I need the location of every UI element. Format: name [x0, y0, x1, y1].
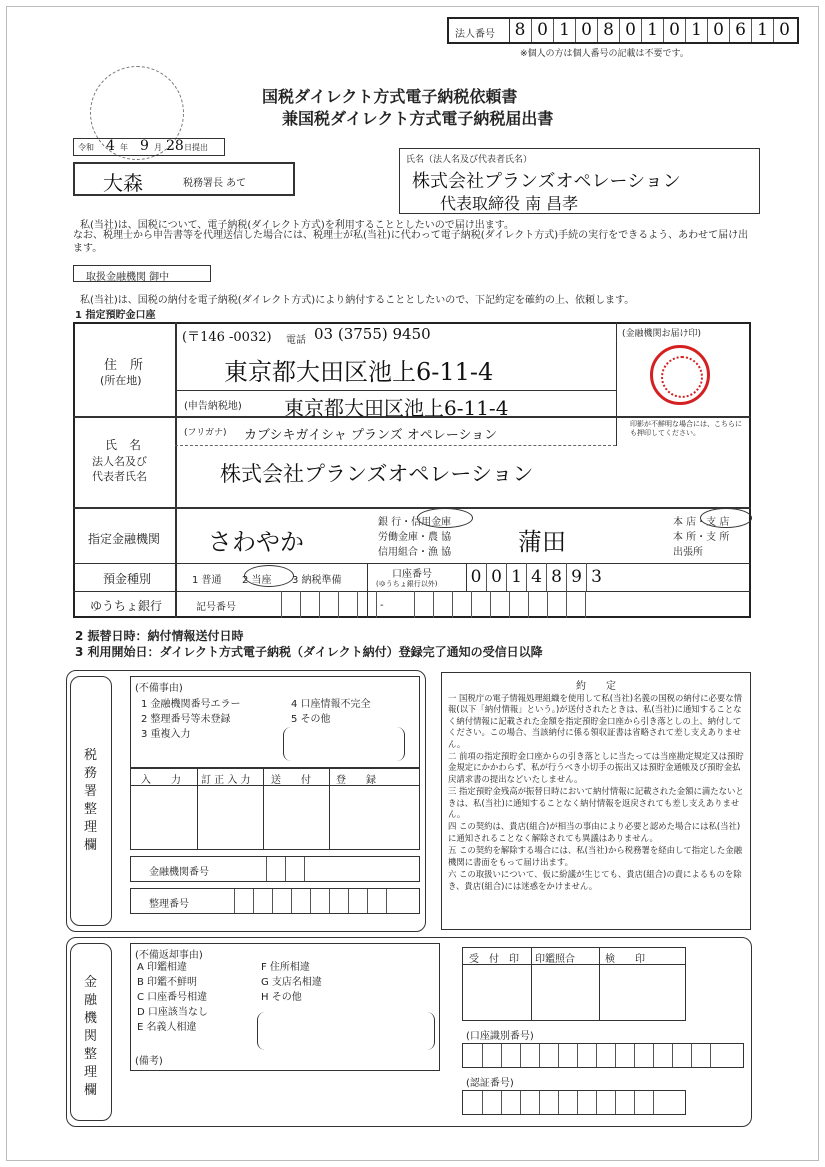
col-receipt-stamp: 受 付 印: [469, 954, 519, 965]
reference-number-box: [130, 888, 420, 914]
address-label2: (所在地): [100, 374, 142, 387]
tax-office-name: 大森: [103, 171, 143, 195]
return-reason: F 住所相違: [261, 962, 310, 973]
defect-reason-5: 5 その他: [291, 714, 331, 725]
credit-union-circle: [417, 508, 473, 528]
digit-cell: 4: [526, 563, 546, 591]
return-title: (不備返却事由): [135, 950, 203, 961]
agreement-item: 六 この取扱いについて、仮に紛議が生じても、貴店(組合)の責によるものを除き、貴店(組合)には迷惑をかけません。: [448, 869, 742, 891]
date-year: 4: [106, 138, 115, 154]
bank-to-label: 取扱金融機関 御中: [86, 272, 170, 283]
bank-types2: 労働金庫・農 協: [378, 532, 452, 543]
branch-type2: 本 所・支 所: [673, 532, 730, 543]
auth-number-label: (認証番号): [466, 1078, 514, 1089]
tax-office-suffix: 税務署長 あて: [183, 178, 247, 189]
digit-cell: 0: [486, 563, 506, 591]
tax-office-side-label-box: [70, 676, 112, 926]
return-reason: B 印鑑不鮮明: [137, 977, 198, 988]
agreement-item: 三 指定預貯金残高が振替日時において納付情報に記載された金額に満たないときは、私(当社)に通知することなく納付情報を返戻されても差し支えありません。: [448, 786, 744, 820]
receipt-stamp-table: [462, 947, 686, 1021]
remarks-label: (備考): [135, 1056, 163, 1067]
agreement-items: [448, 693, 746, 893]
return-reason: A 印鑑相違: [137, 962, 188, 973]
agreement-box: [441, 672, 751, 930]
applicant-box: [399, 148, 760, 214]
agreement-item: 五 この契約を解除する場合には、私(当社)から税務署を経由して指定した金融機関に書面をもって届け出ます。: [448, 845, 742, 867]
digit-cell: 1: [751, 19, 773, 42]
section2-title: 2 振替日時：納付情報送付日時: [75, 629, 244, 643]
col-register: 登 録: [336, 775, 376, 786]
bank-number-label: 金融機関番号: [149, 867, 209, 878]
address-label1: 住 所: [104, 358, 144, 373]
applicant-company: 株式会社プランズオペレーション: [412, 171, 681, 192]
corp-number-box: [447, 17, 799, 44]
month-unit: 月: [154, 143, 162, 152]
return-reason: C 口座番号相違: [137, 992, 208, 1003]
date-month: 9: [140, 138, 149, 154]
return-reason: E 名義人相違: [137, 1022, 197, 1033]
address-zip: (〒146 -0032): [182, 330, 272, 345]
branch-type1: 本 店・支 店: [673, 517, 730, 528]
date-day: 28: [166, 138, 184, 154]
branch-circle: [700, 508, 752, 528]
year-unit: 年: [120, 143, 128, 152]
bank-side-label-box: [70, 943, 112, 1121]
yucho-label: ゆうちょ銀行: [90, 599, 163, 613]
defect-reason-2: 2 整理番号等未登録: [141, 714, 231, 725]
yucho-code-cells: [262, 591, 395, 618]
seal-label: (金融機関お届け印): [622, 329, 702, 339]
era-label: 令和: [78, 143, 94, 152]
tax-office-box: [73, 162, 295, 196]
defect-reason-4: 4 口座情報不完全: [291, 699, 371, 710]
processing-table: [130, 768, 420, 850]
yucho-number-cells: [395, 591, 604, 618]
registered-seal: [650, 345, 710, 405]
corp-number-label: 法人番号: [455, 29, 495, 40]
account-id-label: (口座識別番号): [466, 1031, 534, 1042]
defect-reason-1: 1 金融機関番号エラー: [141, 699, 241, 710]
return-reason: D 口座該当なし: [137, 1007, 208, 1018]
reference-number-label: 整理番号: [149, 899, 189, 910]
day-unit: 日提出: [184, 143, 208, 152]
digit-cell: 6: [729, 19, 751, 42]
agreement-item: 四 この契約は、貴店(組合)が相当の事由により必要と認めた場合には私(当社)に通知されることなく解除されても異議はありません。: [448, 821, 741, 843]
digit-cell: 1: [685, 19, 707, 42]
col-inspection: 検 印: [605, 954, 645, 965]
digit-cell: 3: [586, 563, 606, 591]
furigana-label: (フリガナ): [184, 428, 227, 438]
tax-place-value: 東京都大田区池上6-11-4: [284, 396, 509, 420]
digit-cell: 8: [514, 20, 526, 40]
digit-cell: 0: [575, 19, 597, 42]
institution-label: 指定金融機関: [88, 532, 161, 546]
section3-title: 3 利用開始日：ダイレクト方式電子納税（ダイレクト納付）登録完了通知の受信日以降: [75, 645, 543, 659]
return-reason: H その他: [261, 992, 302, 1003]
digit-cell: 1: [641, 19, 663, 42]
digit-cell: 1: [506, 563, 526, 591]
col-input: 入 力: [141, 775, 181, 786]
intro-line2: なお、税理士から申告書等を代理送信した場合には、税理士が私(当社)に代わって電子納税(ダイレクト方式)手続の実行をできるよう、あわせて届け出ます。: [73, 230, 749, 254]
submission-date-box: [73, 138, 225, 156]
col-send: 送 付: [271, 775, 311, 786]
agreement-item: 二 前項の指定預貯金口座からの引き落としに当たっては当座勘定規定又は預貯金規定にかかわらず、私が行うべき小切手の振出又は預貯金通帳及び預貯金払戻請求書の提出などいたしません。: [448, 751, 744, 784]
digit-cell: 0: [707, 19, 729, 42]
auth-number-cells: [462, 1090, 686, 1115]
form-title-line1: 国税ダイレクト方式電子納税依頼書: [262, 87, 518, 106]
applicant-label: 氏名（法人名及び代表者氏名）: [406, 155, 533, 165]
furigana-value: カブシキガイシャ プランズ オペレーション: [244, 428, 498, 443]
return-reasons-right: [261, 960, 322, 1005]
branch-type3: 出張所: [673, 547, 703, 558]
defect-title: (不備事由): [135, 683, 183, 694]
digit-cell: 8: [597, 19, 619, 42]
col-correction: 訂 正 入 力: [201, 775, 251, 786]
tel-value: 03 (3755) 9450: [314, 325, 431, 343]
tax-place-label: (申告納税地): [184, 401, 242, 412]
account-label: 口座番号: [392, 569, 432, 580]
applicant-representative: 代表取締役 南 昌孝: [440, 194, 579, 213]
bank-types1: 銀 行・信用金庫: [378, 517, 452, 528]
digit-cell: 0: [531, 19, 553, 42]
digit-cell: 0: [470, 567, 482, 587]
deposit-opt1: 1 普通: [192, 575, 222, 586]
bank-types3: 信用組合・漁 協: [378, 547, 452, 558]
account-number-digits: [466, 563, 606, 591]
bank-number-box: [130, 856, 420, 882]
form-title-line2: 兼国税ダイレクト方式電子納税届出書: [282, 109, 554, 128]
corp-number-digits: [509, 19, 795, 42]
bank-side-label: 金融機関整理欄: [84, 975, 98, 1098]
defect-reason-3: 3 重複入力: [141, 729, 191, 740]
yucho-dash: -: [380, 600, 384, 611]
account-id-cells: [462, 1043, 744, 1068]
tel-label: 電話: [286, 335, 306, 346]
digit-cell: 8: [546, 563, 566, 591]
deposit-opt3: 3 納税準備: [292, 575, 342, 586]
bank-to-box: [73, 265, 211, 282]
deposit-label: 預金種別: [103, 572, 152, 586]
section1-title: 1 指定預貯金口座: [75, 310, 156, 321]
request-text: 私(当社)は、国税の納付を電子納税(ダイレクト方式)により納付することとしたいので、下記約定を確約の上、依頼します。: [80, 295, 635, 306]
return-reasons-left: [137, 960, 208, 1035]
corp-number-note: ※個人の方は個人番号の記載は不要です。: [520, 49, 689, 59]
address-value: 東京都大田区池上6-11-4: [224, 358, 494, 386]
name-label2: 法人名及び: [92, 455, 147, 468]
bank-name: さわやか: [208, 528, 304, 556]
name-label3: 代表者氏名: [92, 470, 147, 483]
digit-cell: 0: [663, 19, 685, 42]
current-account-circle: [244, 565, 294, 587]
tax-office-side-label: 税務署整理欄: [84, 748, 98, 853]
agreement-item: 一 国税庁の電子情報処理組織を使用して私(当社)名義の国税の納付に必要な情報(以下「納付情報」という。)が送付されたときは、私(当社)に通知することなく納付情報に記載された金額を指定預貯金口座から引き落としの上、納付してください。この場合、当該納付に係る領収証書は省略されて差し支えありません。: [448, 693, 742, 749]
digit-cell: 1: [553, 19, 575, 42]
name-label1: 氏 名: [105, 438, 142, 452]
name-value: 株式会社プランズオペレーション: [220, 462, 534, 486]
col-seal-check: 印鑑照合: [535, 954, 575, 965]
branch-name: 蒲田: [518, 528, 566, 556]
deposit-opt2: 2 当座: [242, 575, 272, 586]
agreement-title: 約 定: [576, 681, 616, 692]
yucho-code-label: 記号番号: [196, 602, 236, 613]
seal-note: 印影が不鮮明な場合には、こちらにも押印してください。: [630, 420, 742, 437]
defect-reasons-box: [130, 676, 420, 768]
account-sub: (ゆうちょ銀行以外): [376, 580, 438, 588]
return-reason: G 支店名相違: [261, 977, 322, 988]
return-reasons-box: [130, 943, 440, 1071]
digit-cell: 0: [619, 19, 641, 42]
digit-cell: 0: [773, 19, 795, 42]
intro-line1: 私(当社)は、国税について、電子納税(ダイレクト方式)を利用することとしたいので届け出ます。: [80, 220, 515, 231]
digit-cell: 9: [566, 563, 586, 591]
